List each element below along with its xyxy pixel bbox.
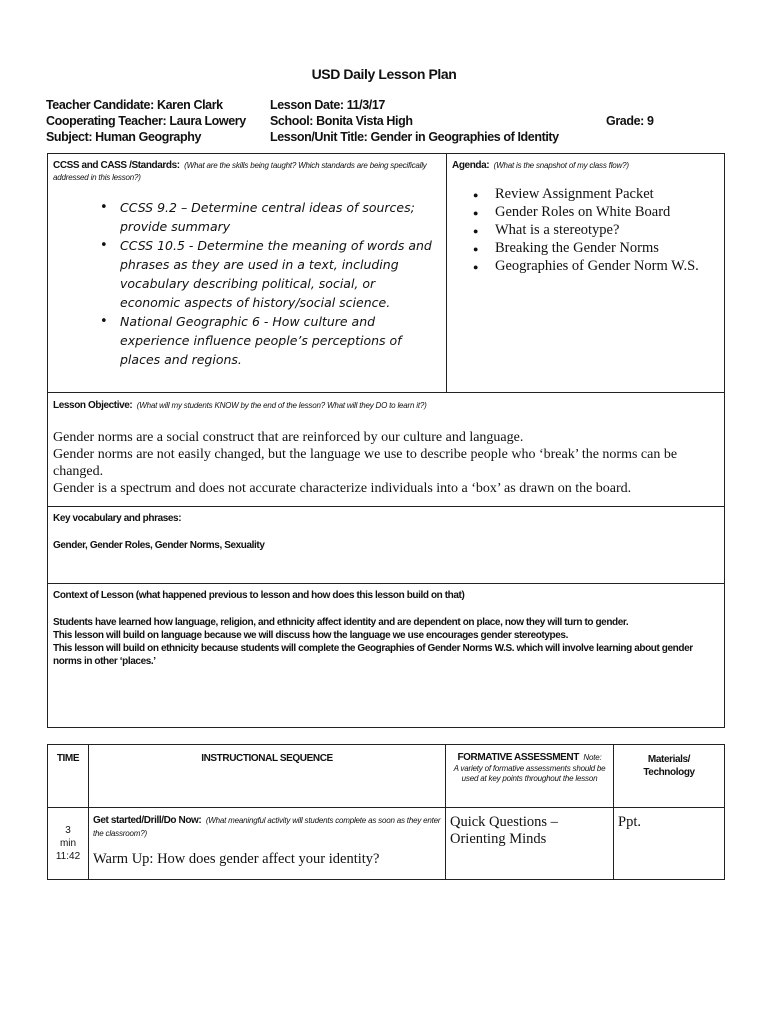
formative-note-label: Note:	[583, 753, 602, 762]
time-clock: 11:42	[55, 851, 81, 862]
standard-item: • CCSS 10.5 - Determine the meaning of words and phrases as they are used in a text, including vocabulary describing political, social, or economic aspects of history/social science.	[96, 236, 436, 312]
context-line: This lesson will build on language because we will discuss how the language we use encourages gender stereotypes.	[53, 630, 568, 641]
context-line: This lesson will build on ethnicity because students will complete the Geographies of Gender Norms W.S. which will involve learning about gender norms in other ‘places.’	[53, 643, 693, 667]
context-text	[53, 616, 718, 668]
formative-header: FORMATIVE ASSESSMENT	[457, 752, 579, 763]
sequence-table	[47, 744, 725, 880]
sequence-row	[48, 808, 725, 880]
time-amount: 3	[65, 825, 71, 836]
objective-line: Gender norms are a social construct that are reinforced by our culture and language.	[53, 430, 524, 445]
header-left	[46, 97, 266, 145]
objective-text	[53, 429, 721, 497]
standards-note: (What are the skills being taught? Which standards are being specifically addressed in this lesson?)	[53, 161, 427, 182]
objective-label: Lesson Objective:	[53, 400, 133, 411]
agenda-item: ● What is a stereotype?	[469, 222, 719, 239]
standard-item: • National Geographic 6 - How culture and experience influence people’s perceptions of places and regions.	[96, 312, 436, 369]
agenda-label: Agenda:	[452, 160, 490, 171]
agenda-item: ● Geographies of Gender Norm W.S.	[469, 258, 719, 275]
sequence-header-row	[48, 745, 725, 808]
materials-cell: Ppt.	[618, 814, 641, 830]
time-cell	[48, 808, 88, 863]
time-unit: min	[59, 838, 77, 849]
drill-note: (What meaningful activity will students complete as soon as they enter the classroom?)	[93, 816, 441, 838]
agenda-section	[446, 153, 725, 393]
cooperating-teacher: Cooperating Teacher: Laura Lowery	[46, 114, 246, 128]
grade: Grade: 9	[606, 114, 654, 128]
agenda-item: ● Breaking the Gender Norms	[469, 240, 719, 257]
agenda-note: (What is the snapshot of my class flow?)	[493, 161, 629, 170]
time-header: TIME	[56, 753, 80, 764]
drill-activity: Warm Up: How does gender affect your identity?	[93, 851, 380, 867]
formative-note: A variety of formative assessments should be used at key points throughout the lesson	[453, 764, 606, 783]
standard-item: • CCSS 9.2 – Determine central ideas of sources; provide summary	[96, 198, 436, 236]
standards-list	[96, 198, 436, 369]
context-section	[47, 583, 725, 728]
assessment-cell: Quick Questions – Orienting Minds	[450, 814, 558, 847]
standards-section	[47, 153, 447, 393]
vocabulary-section	[47, 506, 725, 584]
agenda-list	[469, 186, 719, 276]
objective-section	[47, 392, 725, 507]
vocabulary-label: Key vocabulary and phrases:	[53, 513, 182, 524]
school: School: Bonita Vista High	[270, 114, 413, 128]
lesson-title: Lesson/Unit Title: Gender in Geographies of Identity	[270, 130, 559, 144]
materials-header: Materials/ Technology	[643, 754, 695, 778]
header-middle	[270, 97, 600, 145]
objective-line: Gender norms are not easily changed, but the language we use to describe people who ‘break’ the norms can be changed.	[53, 447, 678, 479]
context-label: Context of Lesson (what happened previous to lesson and how does this lesson build on that)	[53, 590, 465, 601]
lesson-date: Lesson Date: 11/3/17	[270, 98, 385, 112]
agenda-item: ● Review Assignment Packet	[469, 186, 719, 203]
teacher-candidate: Teacher Candidate: Karen Clark	[46, 98, 223, 112]
subject: Subject: Human Geography	[46, 130, 202, 144]
standards-label: CCSS and CASS /Standards:	[53, 160, 180, 171]
page-title: USD Daily Lesson Plan	[311, 66, 457, 82]
objective-note: (What will my students KNOW by the end of the lesson? What will they DO to learn it?)	[136, 401, 427, 410]
agenda-item: ● Gender Roles on White Board	[469, 204, 719, 221]
instructional-header: INSTRUCTIONAL SEQUENCE	[201, 753, 333, 764]
drill-heading: Get started/Drill/Do Now:	[93, 815, 202, 826]
context-line: Students have learned how language, religion, and ethnicity affect identity and are dependent on place, now they will turn to gender.	[53, 617, 629, 628]
objective-line: Gender is a spectrum and does not accurate characterize individuals into a ‘box’ as drawn on the board.	[53, 481, 632, 496]
vocabulary-text: Gender, Gender Roles, Gender Norms, Sexuality	[53, 540, 265, 551]
